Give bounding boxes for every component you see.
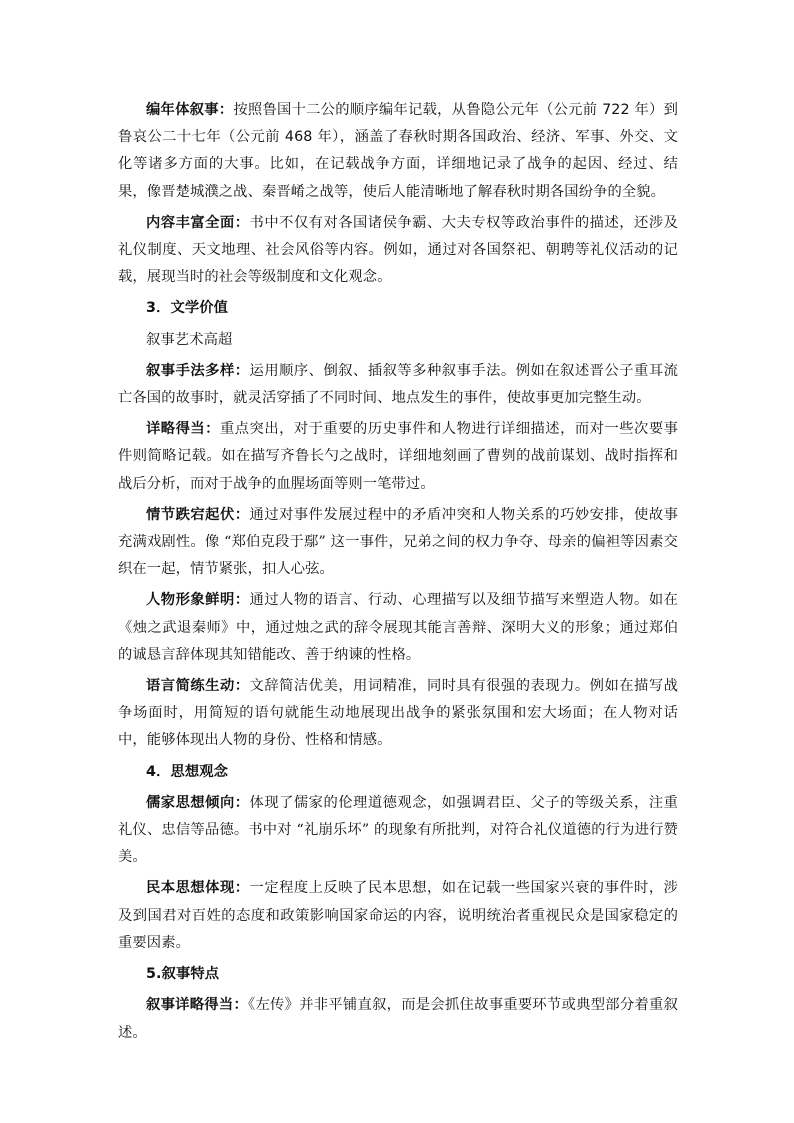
paragraph-lead: 内容丰富全面： <box>146 214 250 231</box>
paragraph-confucian <box>118 790 678 872</box>
paragraph-text: 体现了儒家的伦理道德观念，如强调君臣、父子的等级关系，注重礼仪、忠信等品德。书中对 <box>118 794 678 839</box>
paragraph-text: 通过对事件发展过程中的矛盾冲突和人物关系的巧妙安排，使故事充满戏剧性。像 <box>118 506 678 551</box>
paragraph-language <box>118 673 678 755</box>
paragraph-text: 通过人物的语言、行动、心理描写以及细节描写来塑造人物。如在《烛之武退秦师》中，通过烛之武的辞令展现其能言善辩、深明大义的形象；通过郑伯的诚恳言辞体现其知错能改、善于纳谏的性格。 <box>118 592 678 663</box>
paragraph-plot <box>118 502 678 584</box>
paragraph-lead: 儒家思想倾向： <box>146 794 250 811</box>
paragraph-text: 运用顺序、倒叙、插叙等多种叙事手法。例如在叙述晋公子重耳流亡各国的故事时，就灵活穿插了不同时间、地点发生的事件，使故事更加完整生动。 <box>118 362 678 407</box>
paragraph-text: 书中不仅有对各国诸侯争霸、大夫专权等政治事件的描述，还涉及礼仪制度、天文地理、社会风俗等内容。例如，通过对各国祭祀、朝聘等礼仪活动的记载，展现当时的社会等级制度和文化观念。 <box>118 214 678 286</box>
paragraph-lead: 人物形象鲜明： <box>146 592 250 609</box>
paragraph-text: 的现象有所批判，对符合礼仪道德的行为进行赞美。 <box>118 822 678 866</box>
document-body <box>118 97 678 1051</box>
paragraph-text: 这一事件，兄弟之间的权力争夺、母亲的偏袒等因素交织在一起，情节紧张，扣人心弦。 <box>118 534 679 578</box>
paragraph-characters <box>118 587 678 669</box>
paragraph-detail-balance <box>118 416 678 498</box>
paragraph-text: 文辞简洁优美，用词精准，同时具有很强的表现力。例如在描写战争场面时，用简短的语句就能生动地展现出战争的紧张氛围和宏大场面；在人物对话中，能够体现出人物的身份、性格和情感。 <box>118 678 678 749</box>
section-heading-literary: 3．文学价值 <box>146 300 229 317</box>
paragraph-text: 《左传》并非平铺直叙，而是会抓住故事重要环节或典型部分着重叙述。 <box>118 997 678 1041</box>
paragraph-lead: 情节跌宕起伏： <box>146 506 250 523</box>
quoted-title: “郑伯克段于鄢” <box>224 534 326 551</box>
paragraph-people-oriented <box>118 875 678 957</box>
paragraph-lead: 叙事手法多样： <box>146 362 250 379</box>
paragraph-text: 按照鲁国十二公的顺序编年记载，从鲁隐公元年（公元前 722 年）到鲁哀公二十七年（公元前 468 年），涵盖了春秋时期各国政治、经济、军事、外交、文化等诸多方面的大事。比如，在记载战争方面，详细地记录了战争的起因、经过、结果，像晋楚城濮之战、秦晋崤之战等，使后人能清晰地了解春秋时期各国纷争的全貌。 <box>118 102 678 200</box>
paragraph-lead: 编年体叙事： <box>146 102 234 118</box>
paragraph-lead: 语言简练生动： <box>146 678 250 695</box>
section-heading-thought: 4．思想观念 <box>146 763 229 780</box>
paragraph-lead: 叙事详略得当： <box>146 997 249 1014</box>
paragraph-narrative-detail <box>118 992 678 1046</box>
paragraph-text: 一定程度上反映了民本思想，如在记载一些国家兴衰的事件时，涉及到国君对百姓的态度和政策影响国家命运的内容，说明统治者重视民众是国家稳定的重要因素。 <box>118 880 678 951</box>
paragraph-lead: 民本思想体现： <box>146 880 250 897</box>
paragraph-chronicle <box>118 97 678 206</box>
paragraph-narrative-methods <box>118 358 678 412</box>
paragraph-content-rich <box>118 210 678 292</box>
section-heading-narrative: 5.叙事特点 <box>146 966 220 983</box>
quoted-phrase: “礼崩乐坏” <box>296 822 370 839</box>
subheading-narrative-art: 叙事艺术高超 <box>146 331 233 348</box>
paragraph-lead: 详略得当： <box>146 421 220 438</box>
paragraph-text: 重点突出，对于重要的历史事件和人物进行详细描述，而对一些次要事件则简略记载。如在描写齐鲁长勺之战时，详细地刻画了曹刿的战前谋划、战时指挥和战后分析，而对于战争的血腥场面等则一笔带过。 <box>118 421 678 492</box>
